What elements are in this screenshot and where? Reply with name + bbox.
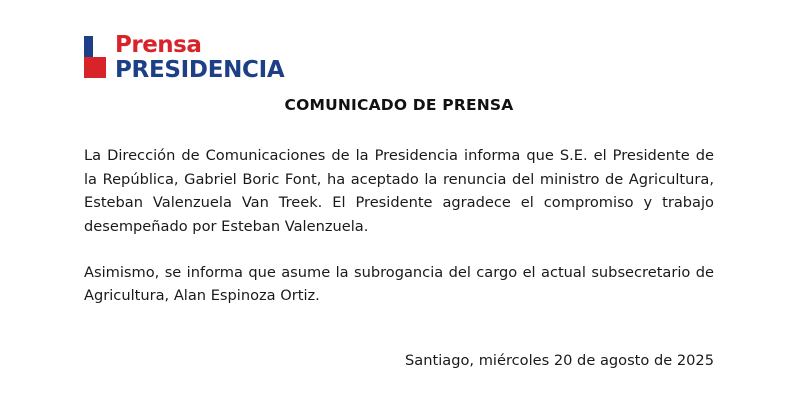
signature-date-line: Santiago, miércoles 20 de agosto de 2025 <box>405 352 714 369</box>
chile-flag-mark-icon <box>84 36 106 78</box>
document-body <box>84 96 714 308</box>
paragraph-2: Asimismo, se informa que asume la subrogancia del cargo el actual subsecretario de Agricultura, Alan Espinoza Ortiz. <box>84 263 714 305</box>
logo-line-prensa: Prensa <box>115 32 202 58</box>
page-title: COMUNICADO DE PRENSA <box>284 96 514 114</box>
logo-wordmark <box>115 34 284 82</box>
logo-line-presidencia: PRESIDENCIA <box>115 57 285 83</box>
paragraph-1: La Dirección de Comunicaciones de la Presidencia informa que S.E. el Presidente de la República, Gabriel Boric Font, ha aceptado la renuncia del ministro de Agricultura, Esteban Valenzuela Van Treek. El Presidente agradece el compromiso y trabajo desempeñado por Esteban Valenzuela. <box>84 147 714 235</box>
prensa-presidencia-logo <box>84 34 284 82</box>
